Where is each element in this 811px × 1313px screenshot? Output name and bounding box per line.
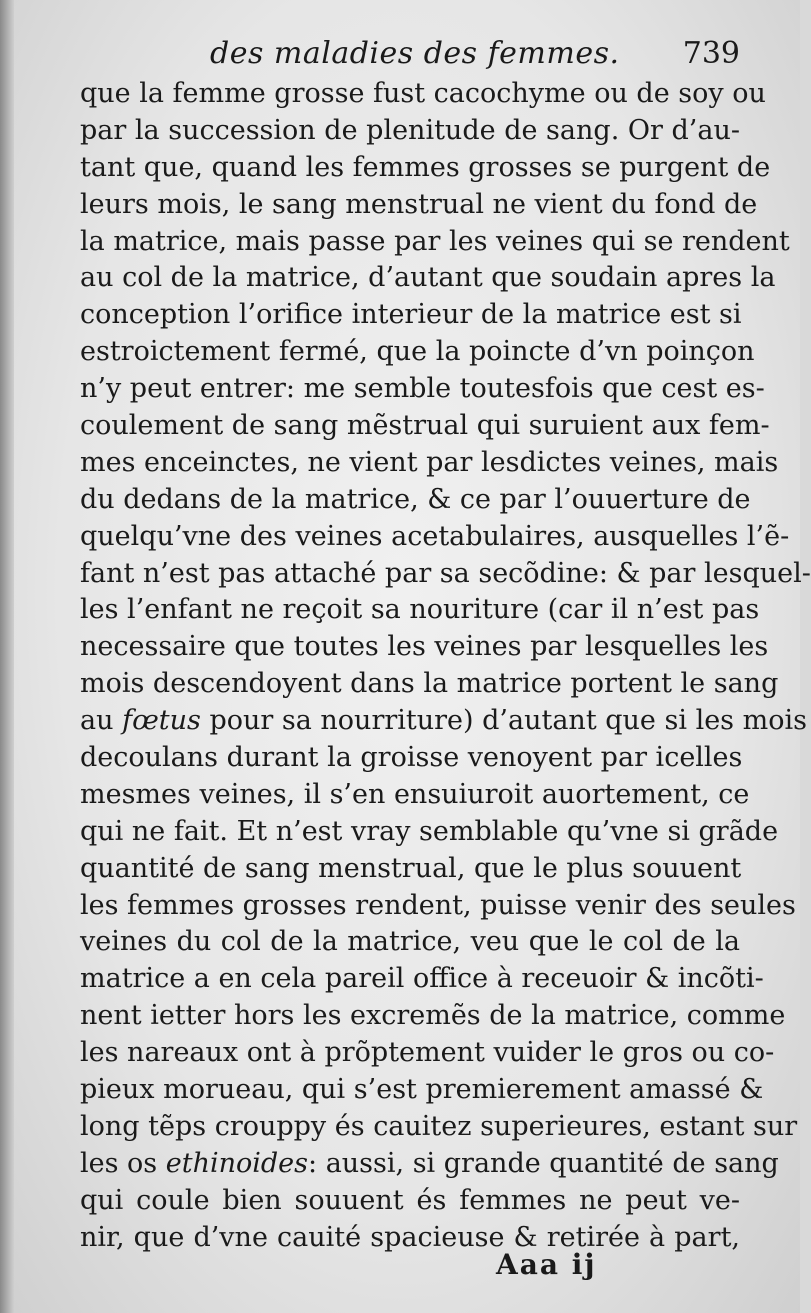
text-line: necessaire que toutes les veines par lesquelles les — [80, 631, 769, 663]
running-head: des maladies des femmes. — [210, 36, 620, 71]
text-line: nent ietter hors les excremẽs de la matrice, comme — [80, 1000, 786, 1032]
text-line: qui coule bien souuent és femmes ne peut ve- — [80, 1184, 740, 1216]
text-line: la matrice, mais passe par les veines qui se rendent — [80, 225, 790, 257]
italic-word-foetus: fœtus — [122, 705, 201, 737]
text-line-with-italic — [80, 703, 807, 740]
text-line: quelqu’vne des veines acetabulaires, ausquelles l’ẽ- — [80, 520, 790, 552]
text-line: n’y peut entrer: me semble toutesfois que cest es- — [80, 373, 765, 405]
text-line: les nareaux ont à prõptement vuider le gros ou co- — [80, 1037, 775, 1069]
text-line: mesmes veines, il s’en ensuiuroit auortement, ce — [80, 778, 750, 810]
text-line: leurs mois, le sang menstrual ne vient du fond de — [80, 188, 758, 220]
signature-mark: Aaa ij — [496, 1248, 597, 1281]
text-line: par la succession de plenitude de sang. Or d’au- — [80, 114, 740, 146]
text-line: long tẽps crouppy és cauitez superieures, estant sur — [80, 1110, 798, 1142]
line-suffix: : aussi, si grande quantité de sang — [308, 1147, 779, 1179]
text-line: estroictement fermé, que la poincte d’vn poinçon — [80, 336, 755, 368]
text-line: conception l’orifice interieur de la matrice est si — [80, 299, 742, 331]
text-line: nir, que d’vne cauité spacieuse & retirée à part, — [80, 1221, 740, 1253]
text-line: fant n’est pas attaché par sa secõdine: & par lesquel- — [80, 557, 811, 589]
text-line: les femmes grosses rendent, puisse venir des seules — [80, 889, 796, 921]
text-line: coulement de sang mẽstrual qui suruient aux fem- — [80, 410, 770, 442]
page-header — [200, 36, 740, 76]
body-text — [80, 76, 811, 1257]
text-line-with-italic — [80, 1146, 779, 1183]
book-spine-shadow — [0, 0, 14, 1313]
line-prefix: au — [80, 705, 123, 737]
text-line: decoulans durant la groisse venoyent par icelles — [80, 742, 743, 774]
text-line: au col de la matrice, d’autant que soudain apres la — [80, 262, 776, 294]
page-number: 739 — [682, 36, 740, 71]
text-line: mes enceinctes, ne vient par lesdictes veines, mais — [80, 446, 779, 478]
text-line: matrice a en cela pareil office à receuoir & incõti- — [80, 963, 764, 995]
text-line: pieux morueau, qui s’est premierement amassé & — [80, 1074, 764, 1106]
text-line: quantité de sang menstrual, que le plus souuent — [80, 852, 742, 884]
text-line: du dedans de la matrice, & ce par l’ouuerture de — [80, 483, 751, 515]
text-line: mois descendoyent dans la matrice portent le sang — [80, 668, 779, 700]
line-prefix: les os — [80, 1147, 166, 1179]
italic-word-ethmoides: ethinoides — [165, 1147, 309, 1179]
text-line: les l’enfant ne reçoit sa nouriture (car il n’est pas — [80, 594, 760, 626]
text-line: qui ne fait. Et n’est vray semblable qu’vne si grãde — [80, 815, 779, 847]
text-line: tant que, quand les femmes grosses se purgent de — [80, 151, 771, 183]
text-line: veines du col de la matrice, veu que le col de la — [80, 926, 740, 958]
text-line: que la femme grosse fust cacochyme ou de soy ou — [80, 78, 766, 109]
line-suffix: pour sa nourriture) d’autant que si les mois — [200, 705, 807, 737]
